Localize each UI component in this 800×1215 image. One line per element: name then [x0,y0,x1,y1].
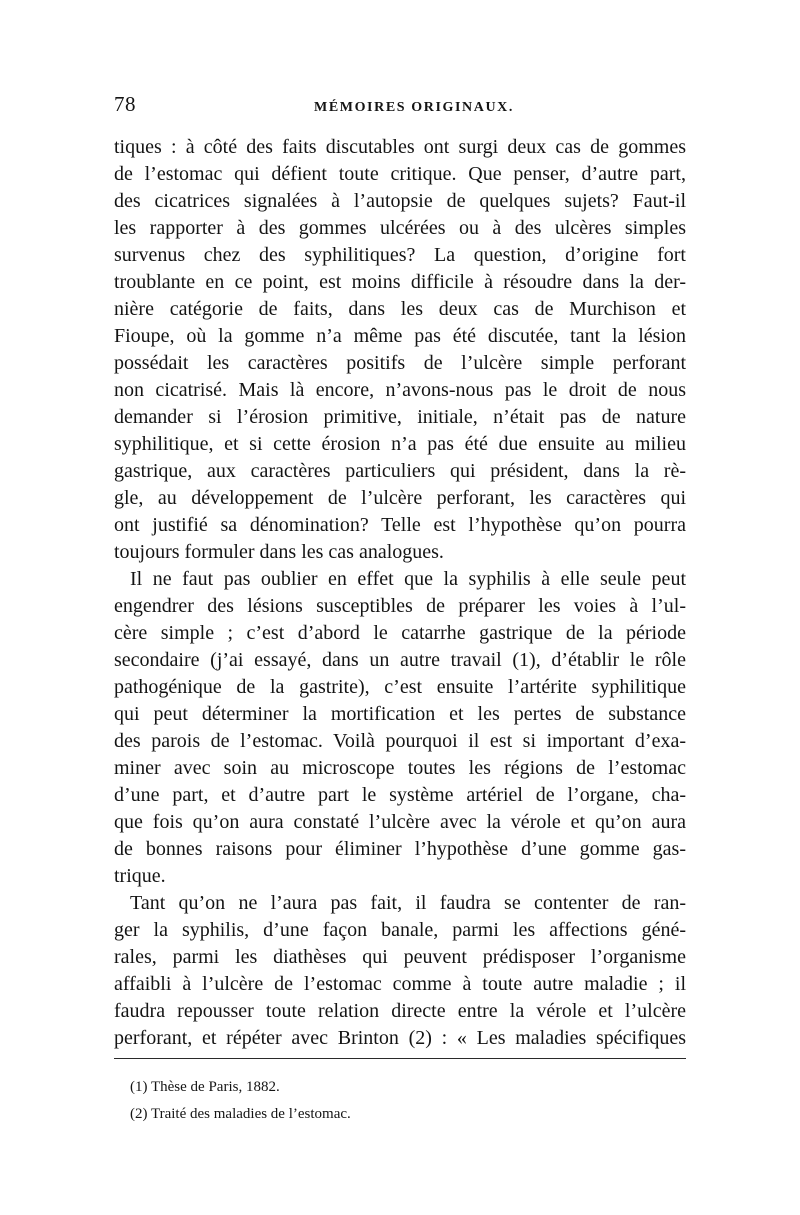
page-header [114,92,684,128]
text-line: demander si l’érosion primitive, initiale, n’était pas de nature [114,406,686,428]
text-line: faudra repousser toute relation directe entre la vérole et l’ulcère [114,1000,686,1022]
text-line: syphilitique, et si cette érosion n’a pas été due ensuite au milieu [114,433,686,455]
text-line: engendrer des lésions susceptibles de préparer les voies à l’ul- [114,595,686,617]
text-line: nière catégorie de faits, dans les deux cas de Murchison et [114,298,686,320]
text-line: ont justifié sa dénomination? Telle est l’hypothèse qu’on pourra [114,514,686,536]
text-line: toujours formuler dans les cas analogues. [114,541,444,563]
text-line: trique. [114,865,166,887]
text-line: Il ne faut pas oublier en effet que la syphilis à elle seule peut [130,568,686,590]
text-line: perforant, et répéter avec Brinton (2) : « Les maladies spécifiques [114,1027,686,1049]
text-line: rales, parmi les diathèses qui peuvent prédisposer l’organisme [114,946,686,968]
text-line: de bonnes raisons pour éliminer l’hypothèse d’une gomme gas- [114,838,686,860]
body-text [114,134,686,1052]
text-line: gle, au développement de l’ulcère perforant, les caractères qui [114,487,686,509]
text-line: des cicatrices signalées à l’autopsie de quelques sujets? Faut-il [114,190,686,212]
text-line: secondaire (j’ai essayé, dans un autre travail (1), d’établir le rôle [114,649,686,671]
text-line: ger la syphilis, d’une façon banale, parmi les affections géné- [114,919,686,941]
text-line: non cicatrisé. Mais là encore, n’avons-nous pas le droit de nous [114,379,686,401]
page-number: 78 [114,92,136,116]
text-line: tiques : à côté des faits discutables ont surgi deux cas de gommes [114,136,686,158]
footnote-divider [114,1058,686,1059]
text-line: qui peut déterminer la mortification et les pertes de substance [114,703,686,725]
footnote-2: (2) Traité des maladies de l’estomac. [130,1106,351,1122]
running-head: MÉMOIRES ORIGINAUX. [314,100,514,115]
text-line: de l’estomac qui défient toute critique. Que penser, d’autre part, [114,163,686,185]
text-line: d’une part, et d’autre part le système artériel de l’organe, cha- [114,784,686,806]
text-line: les rapporter à des gommes ulcérées ou à des ulcères simples [114,217,686,239]
text-line: Fioupe, où la gomme n’a même pas été discutée, tant la lésion [114,325,686,347]
footnote-1: (1) Thèse de Paris, 1882. [130,1079,280,1095]
footnotes [130,1074,670,1128]
text-line: pathogénique de la gastrite), c’est ensuite l’artérite syphilitique [114,676,686,698]
text-line: affaibli à l’ulcère de l’estomac comme à toute autre maladie ; il [114,973,686,995]
text-line: survenus chez des syphilitiques? La question, d’origine fort [114,244,686,266]
text-line: que fois qu’on aura constaté l’ulcère avec la vérole et qu’on aura [114,811,686,833]
text-line: possédait les caractères positifs de l’ulcère simple perforant [114,352,686,374]
text-line: cère simple ; c’est d’abord le catarrhe gastrique de la période [114,622,686,644]
text-line: gastrique, aux caractères particuliers qui président, dans la rè- [114,460,686,482]
text-line: Tant qu’on ne l’aura pas fait, il faudra se contenter de ran- [130,892,686,914]
text-line: des parois de l’estomac. Voilà pourquoi il est si important d’exa- [114,730,686,752]
text-line: miner avec soin au microscope toutes les régions de l’estomac [114,757,686,779]
text-line: troublante en ce point, est moins difficile à résoudre dans la der- [114,271,686,293]
